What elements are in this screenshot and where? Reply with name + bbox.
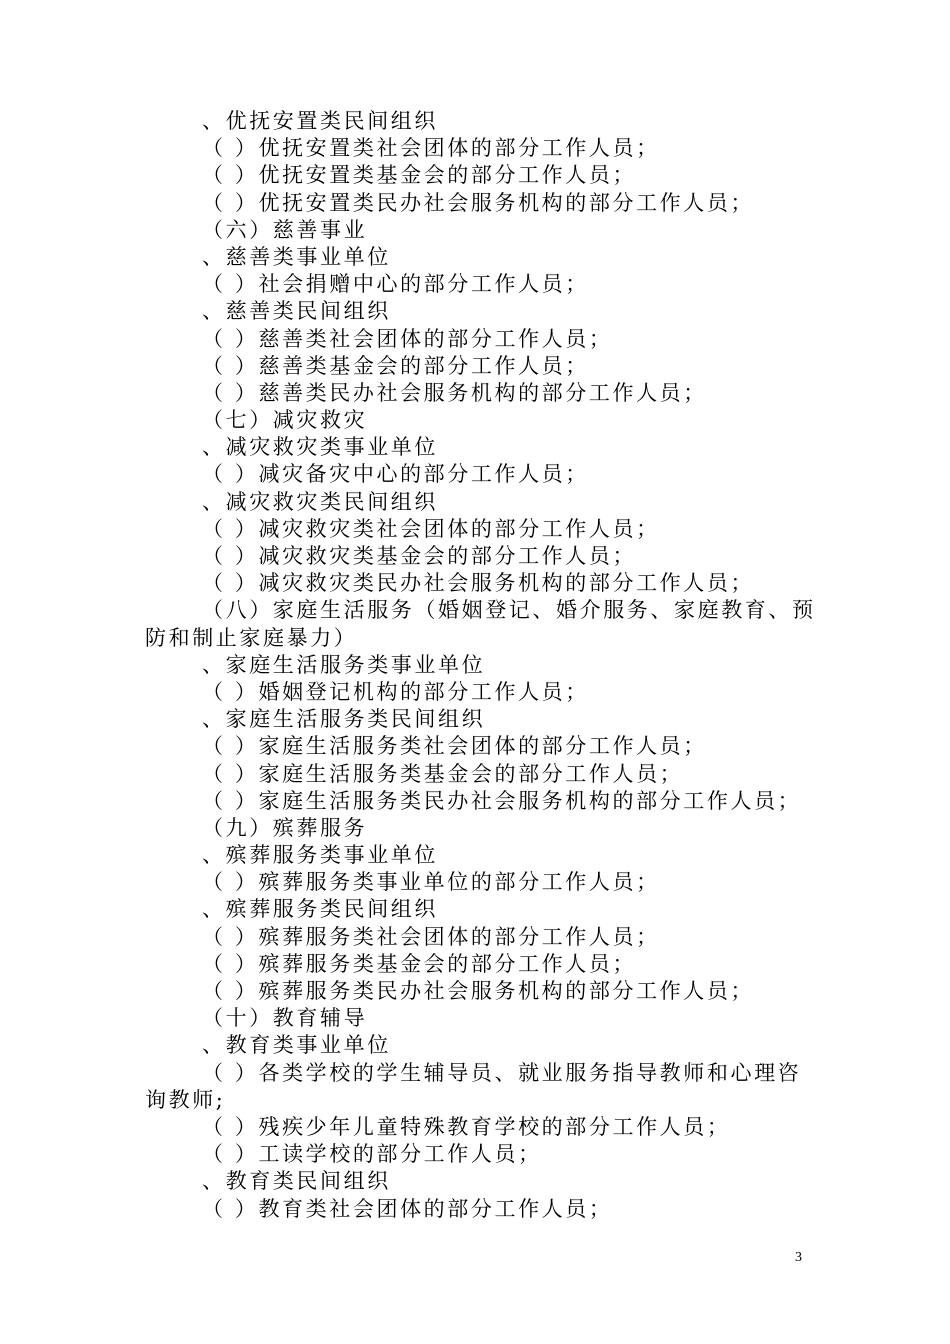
text-line: 、教育类民间组织 [202,1169,391,1194]
text-line: （ ）工读学校的部分工作人员； [202,1142,542,1167]
text-line: 、减灾救灾类事业单位 [202,435,438,460]
text-line: 、家庭生活服务类民间组织 [202,707,486,732]
text-line: 、殡葬服务类民间组织 [202,897,438,922]
text-line: （ ）殡葬服务类基金会的部分工作人员； [202,951,637,976]
text-line: （ ）家庭生活服务类基金会的部分工作人员； [202,761,684,786]
text-line: （ ）慈善类基金会的部分工作人员； [202,353,589,378]
text-line: （ ）教育类社会团体的部分工作人员； [202,1196,613,1221]
text-line: （ ）减灾救灾类民办社会服务机构的部分工作人员； [202,571,755,596]
text-line: 、教育类事业单位 [202,1033,391,1058]
text-line: （ ）残疾少年儿童特殊教育学校的部分工作人员； [202,1114,731,1139]
text-line: （ ）减灾备灾中心的部分工作人员； [202,462,589,487]
text-line: 、殡葬服务类事业单位 [202,843,438,868]
text-line: （ ）婚姻登记机构的部分工作人员； [202,679,589,704]
text-line: （ ）优抚安置类基金会的部分工作人员； [202,163,637,188]
text-line: （十）教育辅导 [202,1006,368,1031]
text-line: （ ）家庭生活服务类民办社会服务机构的部分工作人员； [202,788,802,813]
text-line: 、慈善类民间组织 [202,299,391,324]
text-line: （ ）慈善类民办社会服务机构的部分工作人员； [202,380,707,405]
text-line: （ ）减灾救灾类基金会的部分工作人员； [202,544,637,568]
page-number: 3 [795,1250,802,1265]
text-line: 防和制止家庭暴力） [145,625,358,650]
text-line: （ ）殡葬服务类社会团体的部分工作人员； [202,924,660,949]
text-line: 询教师; [145,1087,226,1112]
text-line: 、家庭生活服务类事业单位 [202,652,486,677]
text-line: 、优抚安置类民间组织 [202,109,438,133]
body-text [145,108,825,1223]
text-line: （ ）优抚安置类民办社会服务机构的部分工作人员； [202,190,755,215]
text-line: 、慈善类事业单位 [202,244,391,269]
text-line: （ ）社会捐赠中心的部分工作人员； [202,272,589,297]
text-line: （八）家庭生活服务（婚姻登记、婚介服务、家庭教育、预 [202,598,816,623]
text-line: （ ）家庭生活服务类社会团体的部分工作人员； [202,734,707,759]
text-line: （七）减灾救灾 [202,408,368,433]
text-line: （ ）各类学校的学生辅导员、就业服务指导教师和心理咨 [202,1060,802,1085]
text-line: （ ）优抚安置类社会团体的部分工作人员； [202,136,660,161]
text-line: （ ）殡葬服务类民办社会服务机构的部分工作人员； [202,979,755,1003]
text-line: （九）殡葬服务 [202,815,368,840]
text-line: 、减灾救灾类民间组织 [202,489,438,514]
text-line: （ ）慈善类社会团体的部分工作人员； [202,326,613,351]
text-line: （六）慈善事业 [202,217,368,242]
text-line: （ ）减灾救灾类社会团体的部分工作人员； [202,516,660,541]
text-line: （ ）殡葬服务类事业单位的部分工作人员； [202,870,660,895]
